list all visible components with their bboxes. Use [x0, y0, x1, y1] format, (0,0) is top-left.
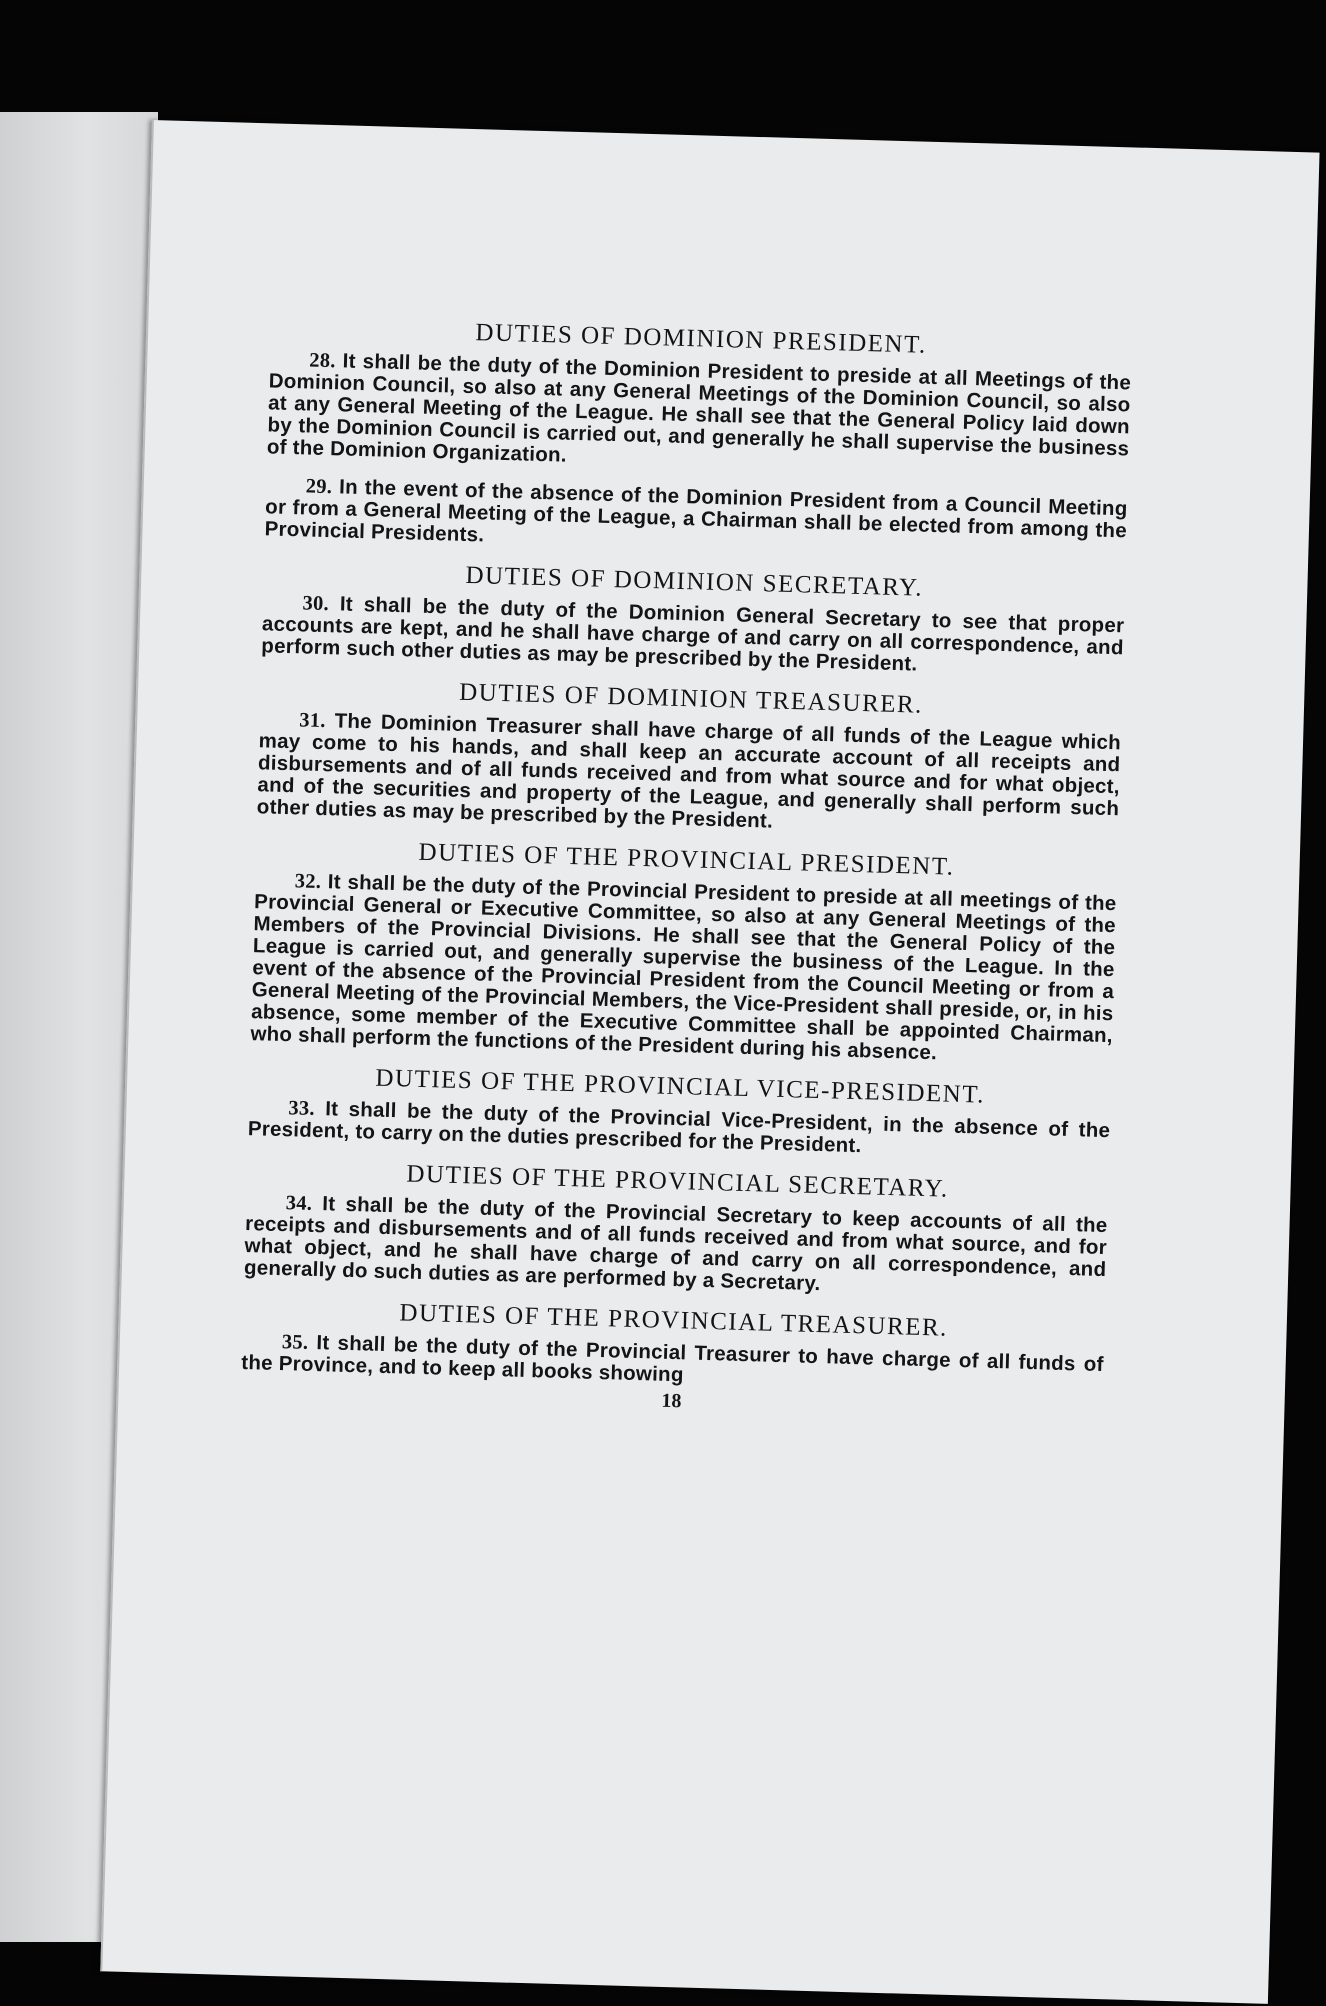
clause-30: [261, 591, 1125, 681]
clause-number: 31.: [298, 709, 326, 733]
page-number: 18: [661, 1389, 682, 1413]
clause-28: [267, 348, 1132, 482]
clause-text: It shall be the duty of the Dominion General Secretary to see that proper accounts are kept, and he shall have charge of and carry on all correspondence, and perform such other duties as may be prescribed by the President.: [261, 592, 1125, 676]
clause-text: The Dominion Treasurer shall have charge of all funds of the League which may come to his hands, and shall keep an accurate account of all receipts and disbursements and of all funds received and from what source and for what object, and of the securities and property of the League, and generally shall perform such other duties as may be prescribed by the President.: [256, 709, 1122, 833]
clause-31: [257, 708, 1122, 842]
section-heading: DUTIES OF THE PROVINCIAL SECRETARY.: [406, 1160, 950, 1203]
clause-text: It shall be the duty of the Provincial Secretary to keep accounts of all the receipts and disbursements and of all funds received and from what source, and for what object, and he shall have charge of and carry on all correspondence, and generally do such duties as are performed by a Secretary.: [243, 1192, 1108, 1296]
section-heading: DUTIES OF THE PROVINCIAL VICE-PRESIDENT.: [375, 1064, 986, 1109]
clause-number: 34.: [285, 1192, 313, 1215]
clause-number: 28.: [309, 349, 337, 373]
section-heading: DUTIES OF DOMINION SECRETARY.: [465, 561, 924, 602]
clause-number: 33.: [288, 1097, 316, 1120]
clause-text: It shall be the duty of the Provincial President to preside at all meetings of the Provincial General or Executive Committee, so also at any General Meetings of the Members of the Provincial Divisions. He shall see that the General Policy of the League is carried out, and generally supervise the business of the League. In the event of the absence of the Provincial President from the Council Meeting or from a General Meeting of the Provincial Members, the Vice-President shall preside, or, in his absence, some member of the Executive Committee shall be appointed Chairman, who shall perform the functions of the President during his absence.: [250, 870, 1117, 1065]
clause-text: It shall be the duty of the Provincial Treasurer to have charge of all funds of the Province, and to keep all books showing: [241, 1331, 1104, 1387]
section-heading: DUTIES OF DOMINION TREASURER.: [458, 678, 924, 719]
clause-32: [250, 869, 1117, 1069]
clause-number: 29.: [305, 475, 333, 499]
clause-number: 35.: [281, 1331, 309, 1354]
page-body: [240, 313, 1132, 1425]
clause-number: 32.: [294, 870, 322, 894]
section-heading: DUTIES OF THE PROVINCIAL PRESIDENT.: [418, 838, 955, 881]
clause-text: It shall be the duty of the Dominion President to preside at all Meetings of the Dominion Council, so also at any General Meetings of the Dominion Council, so also at any General Meeting of the League. He shall see that the General Policy laid down by the Dominion Council is carried out, and generally he shall supervise the business of the Dominion Organization.: [266, 349, 1132, 467]
document-page: [100, 120, 1319, 2004]
section-heading: DUTIES OF THE PROVINCIAL TREASURER.: [399, 1299, 949, 1342]
clause-text: It shall be the duty of the Provincial Vice-President, in the absence of the President, to carry on the duties prescribed for the President.: [247, 1097, 1111, 1158]
clause-number: 30.: [302, 592, 330, 616]
section-heading: DUTIES OF DOMINION PRESIDENT.: [475, 319, 928, 359]
clause-29: [264, 474, 1128, 564]
clause-text: In the event of the absence of the Dominion President from a Council Meeting or from a General Meeting of the League, a Chairman shall be elected from among the Provincial Presidents.: [264, 475, 1128, 547]
clause-34: [244, 1191, 1108, 1303]
